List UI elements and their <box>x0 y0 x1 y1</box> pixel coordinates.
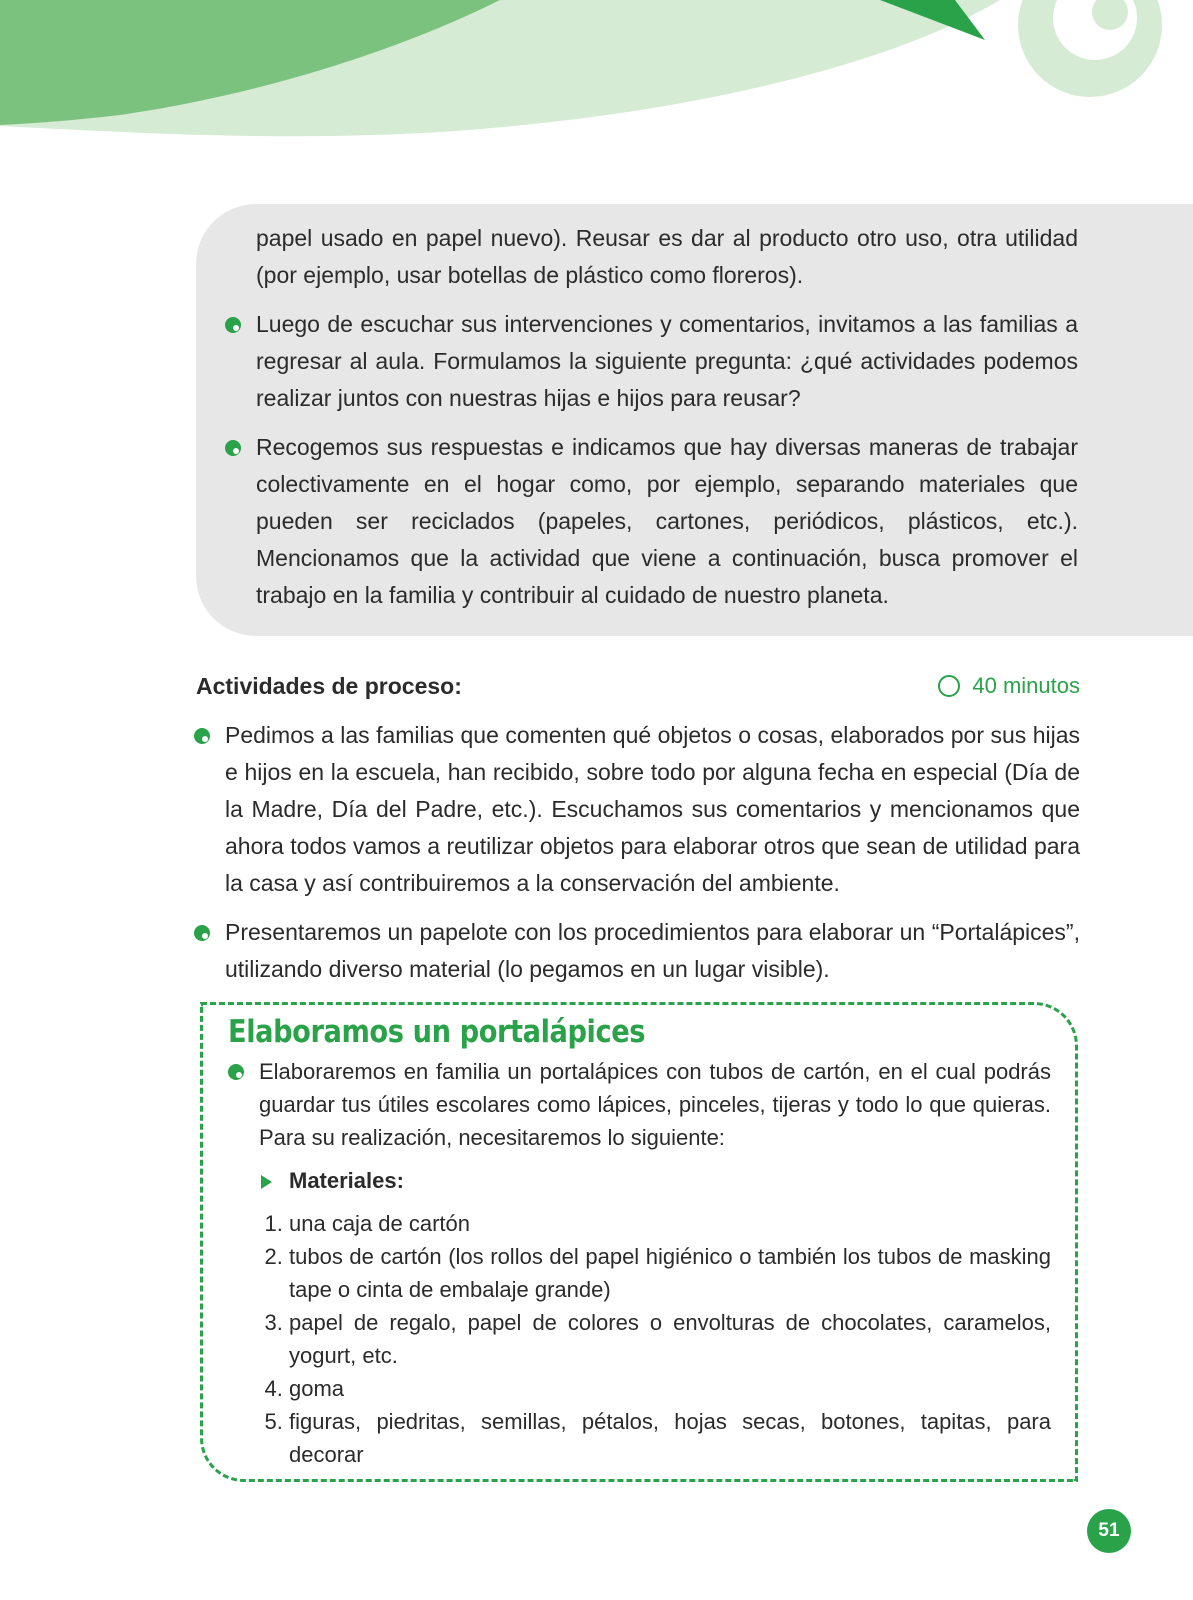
clock-icon <box>938 675 960 697</box>
bullet-icon <box>225 440 241 456</box>
material-item: 3. papel de regalo, papel de colores o envolturas de chocolates, caramelos, yogurt, etc. <box>289 1306 1051 1372</box>
intro-bullet-text: Recogemos sus respuestas e indicamos que hay diversas maneras de trabajar colectivamente en el hogar como, por ejemplo, separando materiales que pueden ser reciclados (papeles, cartones, periódicos, plásticos, etc.). Mencionamos que la actividad que viene a continuación, busca promover el trabajo en la familia y contribuir al cuidado de nuestro planeta. <box>256 434 1078 608</box>
intro-continuation: papel usado en papel nuevo). Reusar es dar al producto otro uso, otra utilidad (por ejemplo, usar botellas de plástico como floreros). <box>256 225 1078 288</box>
bullet-icon <box>194 925 210 941</box>
process-header <box>196 668 1080 704</box>
material-item: 5. figuras, piedritas, semillas, pétalos, hojas secas, botones, tapitas, para decorar <box>289 1405 1051 1471</box>
arrow-right-icon <box>261 1175 272 1189</box>
material-item: 1. una caja de cartón <box>289 1207 1051 1240</box>
process-bullet-text: Presentaremos un papelote con los procedimientos para elaborar un “Portalápices”, utilizando diverso material (lo pegamos en un lugar visible). <box>225 919 1080 982</box>
intro-bullet <box>256 306 1078 417</box>
material-item: 4. goma <box>289 1372 1051 1405</box>
page-number: 51 <box>1087 1509 1131 1553</box>
duration-text: 40 minutos <box>972 673 1080 698</box>
duration <box>938 668 1080 704</box>
activity-title: Elaboramos un portalápices <box>228 1014 646 1050</box>
process-title: Actividades de proceso: <box>196 673 462 699</box>
process-list <box>225 717 1080 988</box>
process-bullet <box>225 717 1080 902</box>
intro-box-content <box>256 220 1078 614</box>
materials-list <box>259 1207 1051 1471</box>
bullet-icon <box>194 728 210 744</box>
intro-bullet-text: Luego de escuchar sus intervenciones y comentarios, invitamos a las familias a regresar al aula. Formulamos la siguiente pregunta: ¿qué actividades podemos realizar juntos con nuestras hijas e hijos para reusar? <box>256 311 1078 411</box>
activity-content <box>259 1055 1051 1471</box>
materials-heading-text: Materiales: <box>289 1168 404 1193</box>
process-bullet-text: Pedimos a las familias que comenten qué objetos o cosas, elaborados por sus hijas e hijos en la escuela, han recibido, sobre todo por alguna fecha en especial (Día de la Madre, Día del Padre, etc.). Escuchamos sus comentarios y mencionamos que ahora todos vamos a reutilizar objetos para elaborar otros que sean de utilidad para la casa y así contribuiremos a la conservación del ambiente. <box>225 722 1080 896</box>
activity-bullet <box>259 1055 1051 1154</box>
material-item: 2. tubos de cartón (los rollos del papel higiénico o también los tubos de masking tape o cinta de embalaje grande) <box>289 1240 1051 1306</box>
intro-bullet <box>256 429 1078 614</box>
materials-heading <box>259 1163 1051 1199</box>
activity-intro: Elaboraremos en familia un portalápices con tubos de cartón, en el cual podrás guardar tus útiles escolares como lápices, pinceles, tijeras y todo lo que quieras. Para su realización, necesitaremos lo siguiente: <box>259 1059 1051 1150</box>
bullet-icon <box>225 317 241 333</box>
bullet-icon <box>228 1064 244 1080</box>
process-bullet <box>225 914 1080 988</box>
header-decoration <box>0 0 1193 150</box>
